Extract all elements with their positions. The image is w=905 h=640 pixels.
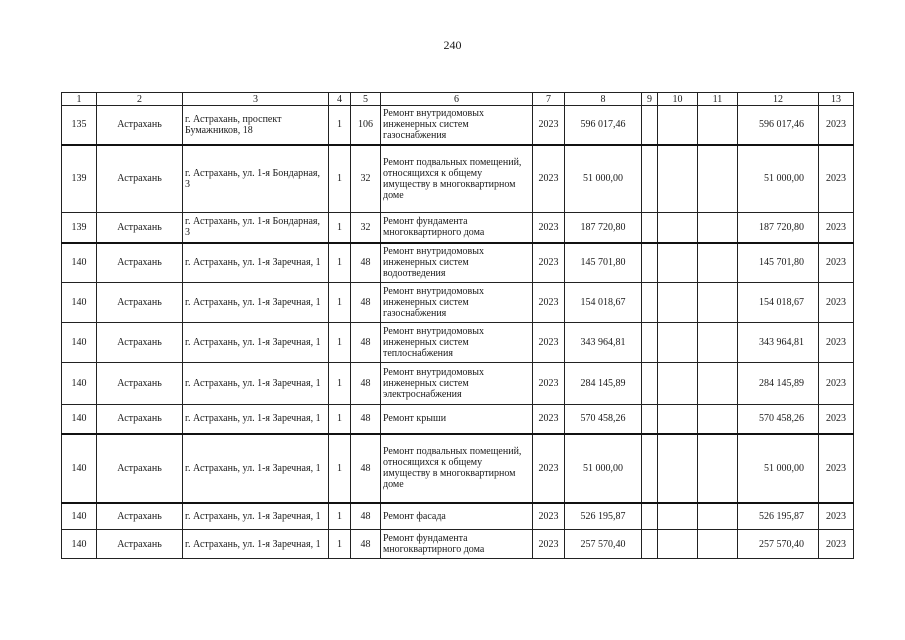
cell-city: Астрахань [97,106,183,145]
cell-c4: 1 [329,434,351,503]
cell-c13: 2023 [819,243,854,283]
column-header-13: 13 [819,93,854,106]
table-row [62,405,854,434]
cell-c13: 2023 [819,213,854,243]
column-header-10: 10 [658,93,698,106]
cell-c11 [698,323,738,363]
column-header-6: 6 [381,93,533,106]
cell-c4: 1 [329,283,351,323]
cell-year: 2023 [533,405,565,434]
cell-c10 [658,323,698,363]
cell-c5: 48 [351,243,381,283]
table-row [62,363,854,405]
cell-city: Астрахань [97,530,183,559]
cell-c4: 1 [329,363,351,405]
cell-work: Ремонт внутридомовых инженерных систем водоотведения [381,243,533,283]
cell-c12: 187 720,80 [738,213,819,243]
cell-year: 2023 [533,363,565,405]
repair-register-table [61,92,854,559]
column-header-5: 5 [351,93,381,106]
cell-city: Астрахань [97,503,183,530]
cell-c10 [658,530,698,559]
column-header-3: 3 [183,93,329,106]
cell-c11 [698,213,738,243]
cell-c5: 48 [351,503,381,530]
cell-cost: 596 017,46 [565,106,642,145]
cell-c4: 1 [329,503,351,530]
page-number: 240 [443,38,462,52]
cell-work: Ремонт крыши [381,405,533,434]
cell-cost: 187 720,80 [565,213,642,243]
cell-c10 [658,405,698,434]
column-header-4: 4 [329,93,351,106]
table-row [62,434,854,503]
cell-c11 [698,530,738,559]
column-header-7: 7 [533,93,565,106]
cell-c9 [642,283,658,323]
cell-address: г. Астрахань, ул. 1-я Заречная, 1 [183,530,329,559]
cell-cost: 51 000,00 [565,145,642,213]
cell-city: Астрахань [97,243,183,283]
cell-c13: 2023 [819,405,854,434]
cell-no: 139 [62,213,97,243]
cell-work: Ремонт внутридомовых инженерных систем газоснабжения [381,283,533,323]
cell-address: г. Астрахань, ул. 1-я Заречная, 1 [183,405,329,434]
cell-c9 [642,405,658,434]
cell-c12: 570 458,26 [738,405,819,434]
cell-cost: 570 458,26 [565,405,642,434]
cell-cost: 284 145,89 [565,363,642,405]
column-header-11: 11 [698,93,738,106]
cell-c9 [642,530,658,559]
cell-c5: 32 [351,213,381,243]
table-row [62,145,854,213]
cell-c5: 48 [351,283,381,323]
cell-c4: 1 [329,243,351,283]
cell-c12: 257 570,40 [738,530,819,559]
cell-c11 [698,145,738,213]
cell-c12: 284 145,89 [738,363,819,405]
cell-no: 135 [62,106,97,145]
cell-work: Ремонт фундамента многоквартирного дома [381,530,533,559]
cell-c10 [658,213,698,243]
cell-c13: 2023 [819,503,854,530]
cell-c5: 48 [351,405,381,434]
cell-c9 [642,434,658,503]
cell-c9 [642,145,658,213]
cell-cost: 154 018,67 [565,283,642,323]
cell-year: 2023 [533,106,565,145]
cell-c13: 2023 [819,363,854,405]
cell-address: г. Астрахань, ул. 1-я Заречная, 1 [183,503,329,530]
cell-c4: 1 [329,213,351,243]
cell-c12: 154 018,67 [738,283,819,323]
column-header-9: 9 [642,93,658,106]
table-row [62,106,854,145]
cell-address: г. Астрахань, ул. 1-я Бондарная, 3 [183,213,329,243]
table-row [62,503,854,530]
cell-no: 140 [62,363,97,405]
cell-c11 [698,363,738,405]
cell-work: Ремонт подвальных помещений, относящихся к общему имуществу в многоквартирном доме [381,145,533,213]
cell-no: 140 [62,323,97,363]
cell-c10 [658,283,698,323]
cell-city: Астрахань [97,145,183,213]
cell-c4: 1 [329,106,351,145]
column-header-12: 12 [738,93,819,106]
table-body [62,106,854,559]
cell-year: 2023 [533,503,565,530]
cell-c9 [642,363,658,405]
cell-c11 [698,503,738,530]
cell-c11 [698,106,738,145]
cell-cost: 257 570,40 [565,530,642,559]
cell-c13: 2023 [819,434,854,503]
cell-work: Ремонт внутридомовых инженерных систем газоснабжения [381,106,533,145]
cell-city: Астрахань [97,213,183,243]
cell-c10 [658,106,698,145]
cell-c4: 1 [329,323,351,363]
cell-address: г. Астрахань, ул. 1-я Заречная, 1 [183,283,329,323]
cell-c12: 51 000,00 [738,434,819,503]
table-row [62,243,854,283]
cell-cost: 343 964,81 [565,323,642,363]
cell-c9 [642,106,658,145]
cell-c4: 1 [329,530,351,559]
cell-cost: 526 195,87 [565,503,642,530]
cell-no: 140 [62,434,97,503]
cell-c10 [658,145,698,213]
cell-c10 [658,363,698,405]
cell-c12: 343 964,81 [738,323,819,363]
cell-c9 [642,213,658,243]
cell-year: 2023 [533,243,565,283]
cell-c5: 48 [351,323,381,363]
cell-city: Астрахань [97,323,183,363]
cell-c10 [658,434,698,503]
table-row [62,213,854,243]
cell-no: 140 [62,503,97,530]
cell-no: 140 [62,283,97,323]
cell-city: Астрахань [97,283,183,323]
cell-year: 2023 [533,145,565,213]
table-row [62,323,854,363]
cell-city: Астрахань [97,363,183,405]
cell-c13: 2023 [819,283,854,323]
column-header-1: 1 [62,93,97,106]
cell-c11 [698,405,738,434]
cell-work: Ремонт фундамента многоквартирного дома [381,213,533,243]
cell-c5: 48 [351,434,381,503]
cell-c4: 1 [329,145,351,213]
cell-c4: 1 [329,405,351,434]
cell-c13: 2023 [819,323,854,363]
cell-c5: 48 [351,363,381,405]
cell-c13: 2023 [819,106,854,145]
cell-c9 [642,323,658,363]
cell-work: Ремонт подвальных помещений, относящихся к общему имуществу в многоквартирном доме [381,434,533,503]
cell-city: Астрахань [97,405,183,434]
cell-c12: 596 017,46 [738,106,819,145]
cell-c12: 526 195,87 [738,503,819,530]
cell-address: г. Астрахань, ул. 1-я Заречная, 1 [183,363,329,405]
cell-address: г. Астрахань, ул. 1-я Заречная, 1 [183,323,329,363]
cell-year: 2023 [533,283,565,323]
cell-year: 2023 [533,213,565,243]
cell-c12: 145 701,80 [738,243,819,283]
cell-c10 [658,243,698,283]
cell-address: г. Астрахань, ул. 1-я Заречная, 1 [183,243,329,283]
cell-address: г. Астрахань, ул. 1-я Бондарная, 3 [183,145,329,213]
cell-c5: 106 [351,106,381,145]
cell-c13: 2023 [819,530,854,559]
cell-no: 140 [62,530,97,559]
cell-c10 [658,503,698,530]
cell-year: 2023 [533,323,565,363]
cell-c11 [698,434,738,503]
table-row [62,530,854,559]
column-header-8: 8 [565,93,642,106]
cell-c13: 2023 [819,145,854,213]
cell-work: Ремонт фасада [381,503,533,530]
table-row [62,283,854,323]
cell-c11 [698,243,738,283]
cell-c9 [642,503,658,530]
column-header-2: 2 [97,93,183,106]
cell-work: Ремонт внутридомовых инженерных систем электроснабжения [381,363,533,405]
cell-cost: 51 000,00 [565,434,642,503]
cell-year: 2023 [533,530,565,559]
cell-work: Ремонт внутридомовых инженерных систем теплоснабжения [381,323,533,363]
cell-c5: 48 [351,530,381,559]
cell-city: Астрахань [97,434,183,503]
cell-address: г. Астрахань, проспект Бумажников, 18 [183,106,329,145]
cell-no: 140 [62,405,97,434]
cell-no: 139 [62,145,97,213]
cell-c5: 32 [351,145,381,213]
cell-c11 [698,283,738,323]
cell-c12: 51 000,00 [738,145,819,213]
cell-c9 [642,243,658,283]
cell-address: г. Астрахань, ул. 1-я Заречная, 1 [183,434,329,503]
cell-year: 2023 [533,434,565,503]
cell-no: 140 [62,243,97,283]
table-header [62,93,854,106]
cell-cost: 145 701,80 [565,243,642,283]
